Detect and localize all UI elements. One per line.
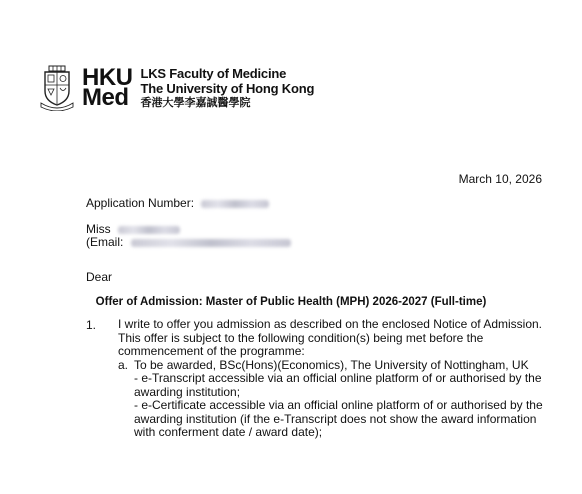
hku-wordmark-line2: Med [82, 84, 129, 111]
application-number-line [86, 196, 269, 210]
condition-bullet-transcript: - e-Transcript accessible via an official online platform of or authorised by the awarding institution; [134, 371, 542, 399]
redacted-recipient-name [118, 226, 180, 234]
offer-title: Offer of Admission: Master of Public Health (MPH) 2026-2027 (Full-time) [95, 296, 487, 308]
letter-date: March 10, 2026 [458, 172, 542, 186]
application-number-label: Application Number: [86, 196, 195, 210]
salutation-prefix: Miss [86, 222, 111, 236]
email-label: (Email: [86, 235, 124, 249]
recipient-name-line [86, 222, 180, 236]
hkumed-logo [40, 64, 314, 112]
faculty-name [141, 66, 315, 111]
item-number: 1. [86, 318, 97, 332]
faculty-name-line2: The University of Hong Kong [140, 80, 315, 96]
faculty-name-chinese: 香港大學李嘉誠醫學院 [140, 96, 251, 109]
hku-wordmark [82, 64, 133, 111]
redacted-email [131, 239, 291, 247]
condition-a-text: To be awarded, BSc(Hons)(Economics), The University of Nottingham, UK [134, 358, 529, 372]
condition-a-label: a. [118, 358, 129, 372]
redacted-application-number [201, 200, 269, 208]
faculty-name-line1: LKS Faculty of Medicine [140, 65, 287, 81]
hku-wordmark-line1: HKU [82, 64, 133, 91]
condition-bullet-certificate: - e-Certificate accessible via an official online platform of or authorised by the awarding institution (if the e-Transcript does not show the award information with conferment date / award date); [134, 398, 543, 439]
recipient-email-line [86, 235, 291, 249]
university-crest-icon [40, 65, 74, 111]
greeting: Dear [86, 270, 113, 284]
item-paragraph: I write to offer you admission as described on the enclosed Notice of Admission. This offer is subject to the following condition(s) being met before the commencement of the programme: [118, 317, 543, 358]
